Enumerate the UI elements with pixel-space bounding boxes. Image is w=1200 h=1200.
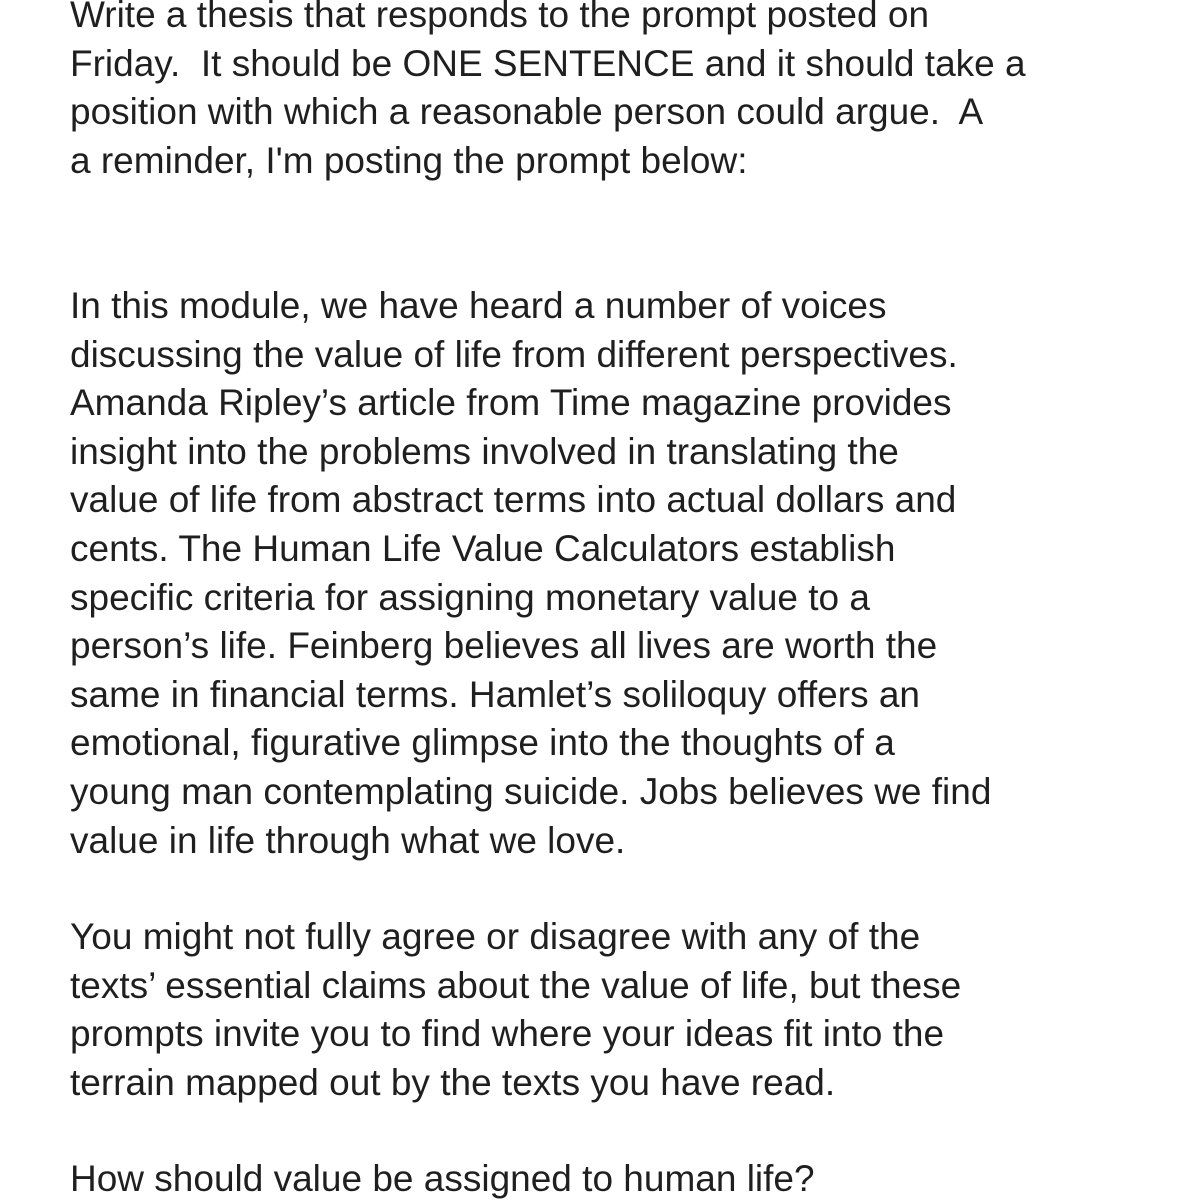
module-line: value of life from abstract terms into actual dollars and [70,479,957,521]
module-line: discussing the value of life from different perspectives. [70,333,958,375]
intro-paragraph [70,0,1170,185]
invite-line: terrain mapped out by the texts you have read. [70,1061,836,1103]
intro-line: Friday. It should be ONE SENTENCE and it should take a [70,42,1026,84]
module-line: young man contemplating suicide. Jobs believes we find [70,770,992,812]
module-paragraph [70,282,1170,865]
intro-line: Write a thesis that responds to the prompt posted on [70,0,930,35]
module-line: Amanda Ripley’s article from Time magazine provides [70,382,952,424]
module-line: emotional, figurative glimpse into the thoughts of a [70,722,895,764]
intro-line: position with which a reasonable person could argue. A [70,91,984,133]
prompt-question [70,1155,1170,1200]
invite-line: You might not fully agree or disagree with any of the [70,916,921,957]
invite-line: prompts invite you to find where your ideas fit into the [70,1013,945,1055]
module-line: In this module, we have heard a number of voices [70,285,887,326]
module-line: same in financial terms. Hamlet’s soliloquy offers an [70,673,921,715]
invite-paragraph [70,913,1170,1107]
invite-line: texts’ essential claims about the value of life, but these [70,964,962,1006]
module-line: cents. The Human Life Value Calculators establish [70,527,896,569]
module-line: value in life through what we love. [70,819,626,861]
module-line: insight into the problems involved in translating the [70,430,899,472]
module-line: person’s life. Feinberg believes all lives are worth the [70,625,938,667]
intro-line: a reminder, I'm posting the prompt below: [70,139,748,181]
module-line: specific criteria for assigning monetary value to a [70,576,870,618]
question-line: How should value be assigned to human life? [70,1158,815,1199]
